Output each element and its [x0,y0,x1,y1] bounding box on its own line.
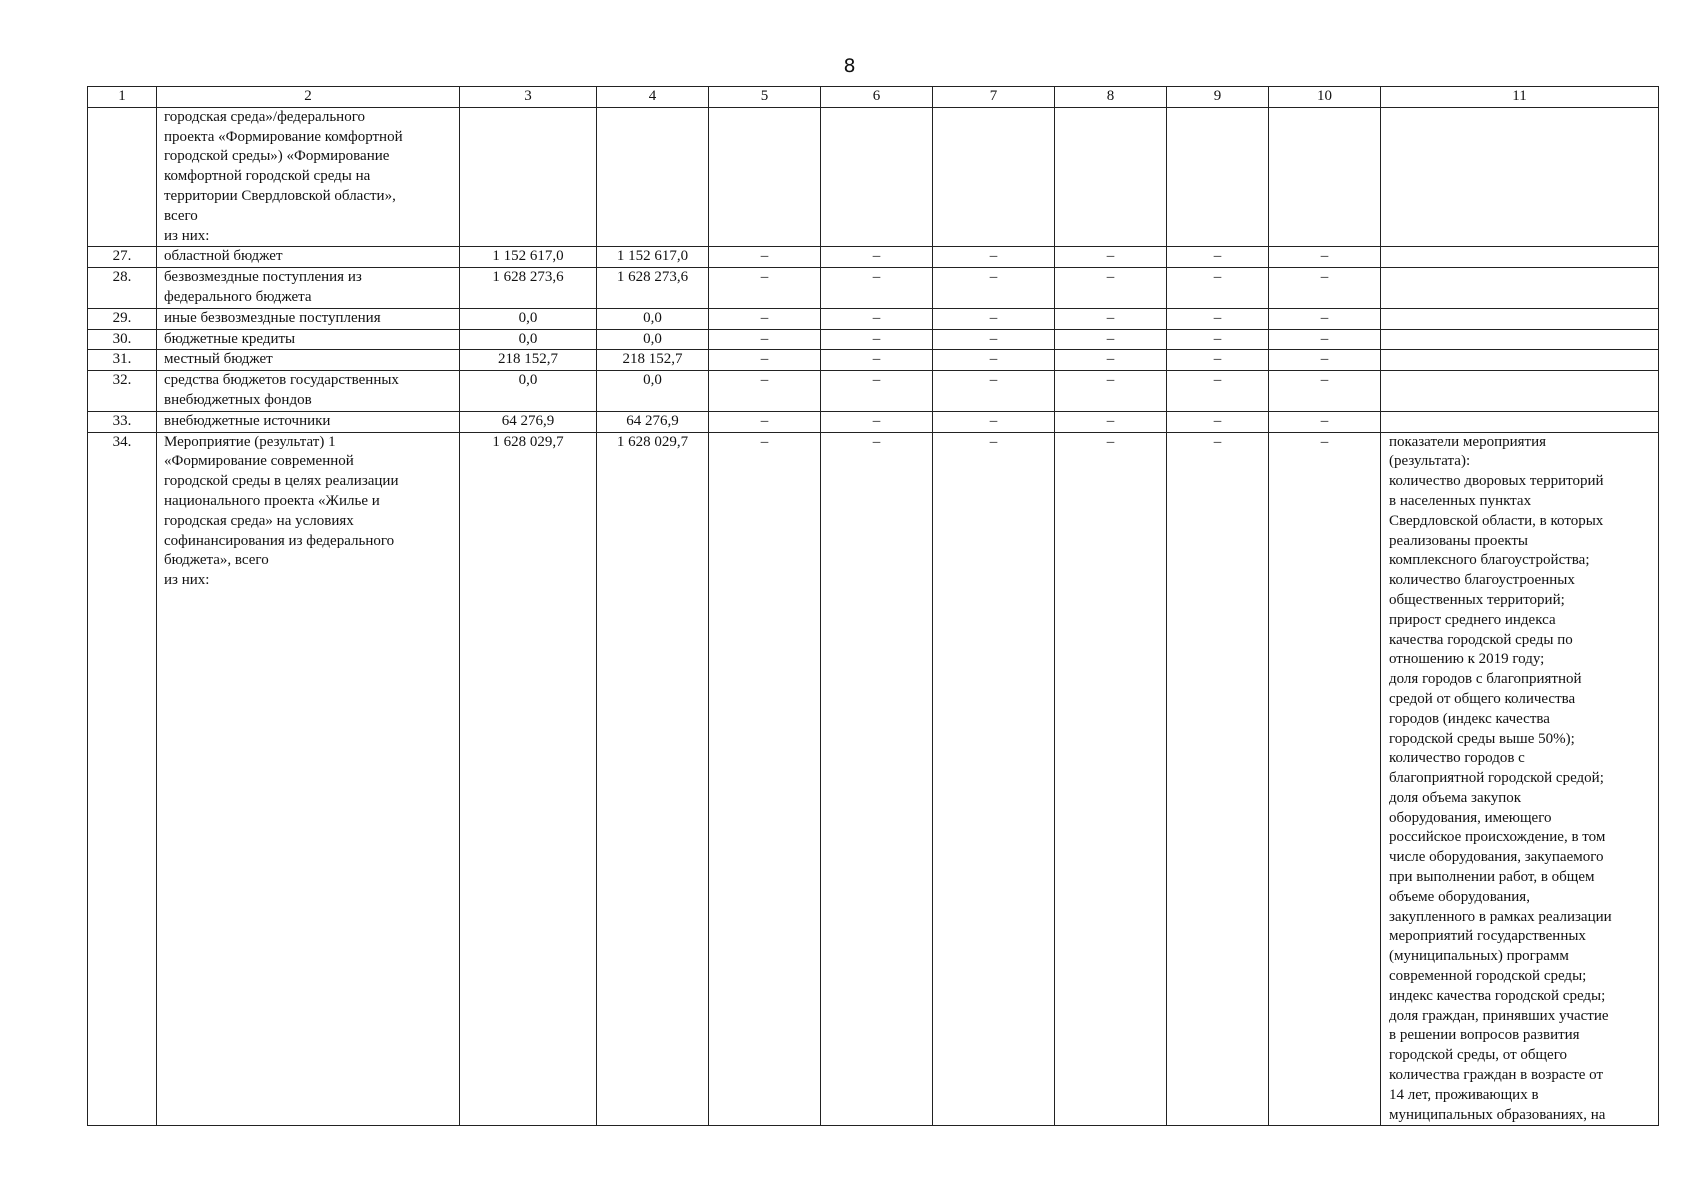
row-name: бюджетные кредиты [157,329,460,350]
row-name: безвозмездные поступления из федерального бюджета [157,268,460,309]
value-col3: 1 628 273,6 [460,268,597,309]
row-number: 34. [88,432,157,1126]
value-col10: – [1269,371,1381,412]
value-col10: – [1269,247,1381,268]
value-col4: 0,0 [597,308,709,329]
column-header: 4 [597,87,709,108]
value-col10 [1269,107,1381,247]
row-name: внебюджетные источники [157,411,460,432]
row-name: городская среда»/федерального проекта «Формирование комфортной городской среды») «Формирование комфортной городской среды на территории Свердловской области», всего из них: [157,107,460,247]
column-header: 5 [709,87,821,108]
value-col5: – [709,411,821,432]
column-header: 3 [460,87,597,108]
row-number: 30. [88,329,157,350]
table-row [88,247,1659,268]
value-col7: – [933,432,1055,1126]
row-number: 27. [88,247,157,268]
value-col7: – [933,329,1055,350]
value-col4: 0,0 [597,371,709,412]
value-col7: – [933,411,1055,432]
table-row [88,107,1659,247]
value-col6: – [821,247,933,268]
value-col8: – [1055,350,1167,371]
value-col3 [460,107,597,247]
value-col8: – [1055,329,1167,350]
row-number: 29. [88,308,157,329]
value-col8: – [1055,268,1167,309]
column-header: 10 [1269,87,1381,108]
indicators-cell [1381,411,1659,432]
value-col6 [821,107,933,247]
row-number [88,107,157,247]
table-row [88,308,1659,329]
column-header: 2 [157,87,460,108]
value-col4: 0,0 [597,329,709,350]
value-col4 [597,107,709,247]
value-col3: 0,0 [460,371,597,412]
budget-table [87,86,1659,1126]
value-col4: 218 152,7 [597,350,709,371]
table-row [88,350,1659,371]
table-row [88,268,1659,309]
value-col9: – [1167,411,1269,432]
row-number: 28. [88,268,157,309]
value-col3: 218 152,7 [460,350,597,371]
value-col5: – [709,371,821,412]
value-col4: 1 628 029,7 [597,432,709,1126]
value-col10: – [1269,329,1381,350]
row-number: 32. [88,371,157,412]
value-col10: – [1269,268,1381,309]
value-col6: – [821,432,933,1126]
value-col8: – [1055,308,1167,329]
value-col9 [1167,107,1269,247]
value-col8: – [1055,371,1167,412]
row-number: 33. [88,411,157,432]
value-col3: 1 152 617,0 [460,247,597,268]
indicators-cell [1381,247,1659,268]
value-col4: 64 276,9 [597,411,709,432]
table-row [88,371,1659,412]
value-col4: 1 152 617,0 [597,247,709,268]
table-row [88,411,1659,432]
value-col9: – [1167,350,1269,371]
value-col10: – [1269,308,1381,329]
indicators-cell [1381,107,1659,247]
indicators-cell [1381,268,1659,309]
value-col5: – [709,247,821,268]
value-col4: 1 628 273,6 [597,268,709,309]
value-col9: – [1167,371,1269,412]
value-col8: – [1055,411,1167,432]
value-col6: – [821,268,933,309]
indicators-cell: показатели мероприятия (результата): количество дворовых территорий в населенных пунктах Свердловской области, в которых реализованы проекты комплексного благоустройства; количество благоустроенных общественных территорий; прирост среднего индекса качества городской среды по отношению к 2019 году; доля городов с благоприятной средой от общего количества городов (индекс качества городской среды выше 50%); количество городов с благоприятной городской средой; доля объема закупок оборудования, имеющего российское происхождение, в том числе оборудования, закупаемого при выполнении работ, в общем объеме оборудования, закупленного в рамках реализации мероприятий государственных (муниципальных) программ современной городской среды; индекс качества городской среды; доля граждан, принявших участие в решении вопросов развития городской среды, от общего количества граждан в возрасте от 14 лет, проживающих в муниципальных образованиях, на [1381,432,1659,1126]
value-col5: – [709,329,821,350]
value-col7: – [933,308,1055,329]
value-col8: – [1055,432,1167,1126]
value-col5: – [709,308,821,329]
column-header: 7 [933,87,1055,108]
value-col3: 1 628 029,7 [460,432,597,1126]
value-col7: – [933,350,1055,371]
value-col8: – [1055,247,1167,268]
row-number: 31. [88,350,157,371]
column-header: 9 [1167,87,1269,108]
indicators-cell [1381,350,1659,371]
column-header: 1 [88,87,157,108]
value-col5 [709,107,821,247]
value-col6: – [821,308,933,329]
value-col3: 64 276,9 [460,411,597,432]
value-col9: – [1167,432,1269,1126]
value-col5: – [709,268,821,309]
value-col9: – [1167,247,1269,268]
value-col9: – [1167,329,1269,350]
value-col9: – [1167,308,1269,329]
value-col10: – [1269,432,1381,1126]
column-header: 6 [821,87,933,108]
row-name: местный бюджет [157,350,460,371]
value-col7: – [933,268,1055,309]
indicators-cell [1381,371,1659,412]
page-number: 8 [843,55,856,77]
value-col9: – [1167,268,1269,309]
row-name: средства бюджетов государственных внебюджетных фондов [157,371,460,412]
value-col6: – [821,371,933,412]
value-col7 [933,107,1055,247]
value-col6: – [821,329,933,350]
indicators-cell [1381,308,1659,329]
row-name: областной бюджет [157,247,460,268]
table-row [88,432,1659,1126]
value-col8 [1055,107,1167,247]
value-col10: – [1269,411,1381,432]
column-number-row [88,87,1659,108]
value-col7: – [933,247,1055,268]
value-col6: – [821,350,933,371]
row-name: иные безвозмездные поступления [157,308,460,329]
table-row [88,329,1659,350]
value-col10: – [1269,350,1381,371]
value-col3: 0,0 [460,329,597,350]
indicators-cell [1381,329,1659,350]
row-name: Мероприятие (результат) 1 «Формирование современной городской среды в целях реализации национального проекта «Жилье и городская среда» на условиях софинансирования из федерального бюджета», всего из них: [157,432,460,1126]
value-col7: – [933,371,1055,412]
value-col5: – [709,432,821,1126]
value-col5: – [709,350,821,371]
value-col3: 0,0 [460,308,597,329]
value-col6: – [821,411,933,432]
column-header: 8 [1055,87,1167,108]
column-header: 11 [1381,87,1659,108]
